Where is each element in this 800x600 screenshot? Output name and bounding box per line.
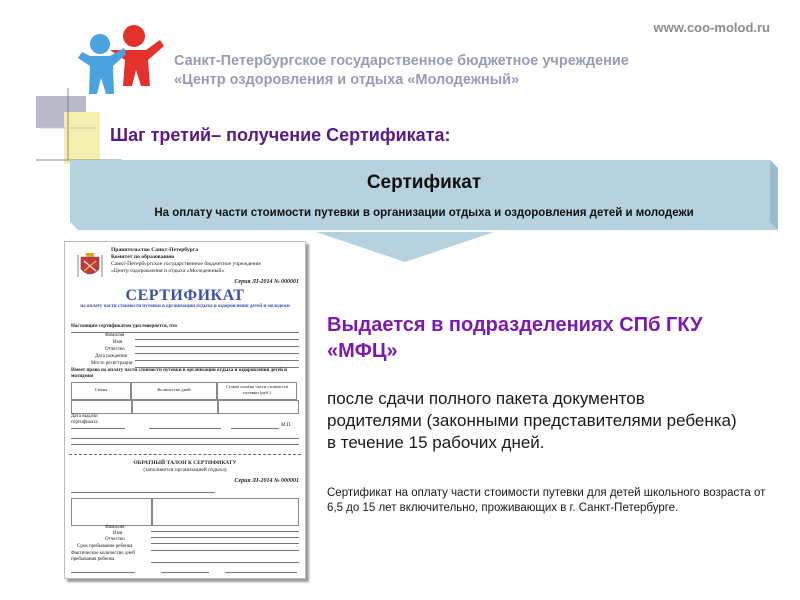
eligibility-note: Сертификат на оплату части стоимости путевки для детей школьного возраста от 6,5 до 15 лет включительно, проживающих в г. Санкт-Петербурге. — [327, 487, 766, 514]
org-line-1: Санкт-Петербургское государственное бюджетное учреждение — [174, 53, 629, 69]
doc-field: Место регистрации — [91, 361, 133, 366]
doc-field: Фамилия — [105, 333, 125, 338]
doc-right-line: Имеет право на оплату части стоимости путевки в организации отдыха и оздоровления детей и молодежи — [71, 368, 288, 379]
doc-actual-days: Фактическое количество дней пребывания ребенка — [71, 551, 135, 562]
doc-header-line: Правительство Санкт-Петербурга — [111, 247, 199, 253]
doc-header-line: Санкт-Петербургское государственное бюджетное учреждение — [111, 261, 262, 267]
banner-title: Сертификат — [366, 172, 482, 193]
doc-series: Серия ЛI-2014 № 000001 — [234, 279, 299, 285]
site-url[interactable]: www.coo-molod.ru — [653, 20, 770, 35]
coat-of-arms-icon — [75, 249, 105, 281]
doc-talon-field: Фамилия — [105, 525, 125, 530]
org-line-2: «Центр оздоровления и отдыха «Молодежный» — [174, 72, 520, 88]
doc-table-header: Сумма оплаты части стоимости путевки (руб.) — [217, 382, 297, 400]
doc-talon-field: Отчество — [105, 537, 125, 542]
organization-name — [174, 52, 629, 90]
doc-field: Дата рождения — [95, 354, 127, 359]
doc-field: Отчество — [105, 347, 125, 352]
certificate-banner — [70, 160, 778, 232]
document-header — [111, 247, 261, 275]
doc-talon-title: ОБРАТНЫЙ ТАЛОН К СЕРТИФИКАТУ — [133, 460, 237, 466]
doc-stay-line: Срок пребывания ребенка — [77, 544, 133, 549]
doc-subtitle: на оплату части стоимости путевки в организации отдыха и оздоровления детей и молодежи — [80, 304, 290, 309]
doc-certify-line: Настоящим сертификатом удостоверяется, что — [71, 324, 177, 329]
doc-talon-series: Серия ЛI-2014 № 000001 — [234, 478, 299, 484]
issue-condition-text: после сдачи полного пакета документов родителями (законными представителями ребенка) в течение 15 рабочих дней. — [327, 389, 737, 452]
banner-subtitle: На оплату части стоимости путевки в организации отдыха и оздоровления детей и молодежи — [154, 207, 694, 219]
down-arrow-icon — [316, 232, 494, 262]
step-title: Шаг третий– получение Сертификата: — [110, 125, 451, 145]
doc-mp: М.П. — [281, 423, 292, 428]
doc-header-line: «Центр оздоровления и отдыха «Молодежный» — [111, 268, 225, 274]
doc-header-line: Комитет по образованию — [111, 254, 175, 260]
doc-table-header: Количество дней — [131, 382, 217, 400]
doc-table-header: Смена — [71, 382, 131, 400]
issued-at-mfc: Выдается в подразделениях СПб ГКУ «МФЦ» — [327, 314, 703, 362]
doc-talon-field: Имя — [113, 531, 123, 536]
certificate-document — [64, 241, 306, 579]
doc-issue-date: Дата выдачи сертификата — [71, 414, 98, 425]
doc-title: СЕРТИФИКАТ — [125, 287, 245, 304]
doc-field: Имя — [113, 340, 123, 345]
doc-talon-subtitle: (заполняется организацией отдыха) — [143, 467, 227, 473]
